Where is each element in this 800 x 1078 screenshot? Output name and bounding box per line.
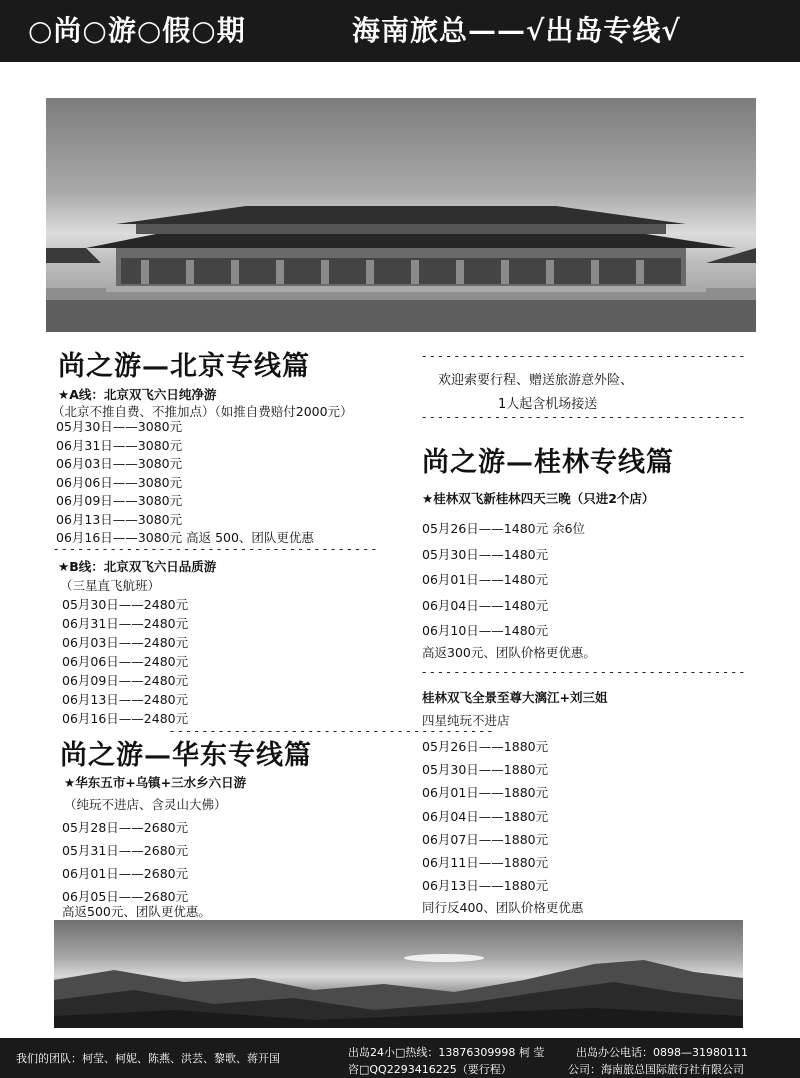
page-header — [0, 0, 800, 62]
palace-photo — [46, 98, 756, 332]
beijing-b-route: ★B线：北京双飞六日品质游 — [58, 559, 217, 574]
huadong-title: 尚之游—华东专线篇 — [60, 740, 312, 771]
divider: - - - - - - - - - - - - - - - - - - - - - - - - - - - - - - - - - - - - - - - - — [54, 542, 376, 556]
list-item: 05月30日——2480元 — [62, 597, 189, 612]
beijing-a-note: （北京不推自费、不推加点）（如推自费赔付2000元） — [52, 404, 353, 419]
guilin-route-1: ★桂林双飞新桂林四天三晚（只进2个店） — [422, 491, 655, 506]
list-item: 05月30日——1880元 — [422, 762, 549, 778]
intro-line-2: 1人起含机场接送 — [498, 397, 598, 412]
list-item: 06月03日——2480元 — [62, 635, 189, 650]
huadong-note: （纯玩不进店、含灵山大佛） — [64, 797, 227, 812]
list-item: 06月05日——2680元 — [62, 889, 189, 904]
list-item: 05月26日——1480元 余6位 — [422, 521, 586, 536]
guilin-dates-2 — [422, 735, 548, 897]
footer-team: 我们的团队：柯莹、柯妮、陈燕、洪芸、黎歌、蒋开国 — [16, 1052, 280, 1065]
list-item: 06月09日——3080元 — [56, 493, 183, 508]
list-item: 06月16日——3080元 高返 500、团队更优惠 — [56, 530, 314, 545]
guilin-dates-1 — [422, 516, 585, 644]
list-item: 06月31日——2480元 — [62, 616, 189, 631]
huadong-footer: 高返500元、团队更优惠。 — [62, 904, 211, 919]
palace-illustration — [46, 98, 756, 332]
list-item: 05月30日——3080元 — [56, 419, 183, 434]
list-item: 06月09日——2480元 — [62, 673, 189, 688]
footer-hotline: 出岛24小□热线：13876309998 柯 莹 — [348, 1046, 545, 1059]
guilin-footer-2: 同行反400、团队价格更优惠 — [422, 900, 584, 915]
list-item: 05月30日——1480元 — [422, 546, 549, 562]
header-slogan: 海南旅总——√出岛专线√ — [352, 14, 681, 47]
list-item: 06月07日——1880元 — [422, 831, 549, 847]
list-item: 06月01日——1480元 — [422, 572, 549, 587]
list-item: 06月16日——2480元 — [62, 711, 189, 726]
list-item: 06月03日——3080元 — [56, 456, 183, 471]
list-item: 06月13日——1880元 — [422, 878, 549, 894]
beijing-b-dates — [62, 595, 188, 728]
beijing-title: 尚之游—北京专线篇 — [58, 351, 310, 382]
list-item: 05月28日——2680元 — [62, 820, 189, 835]
guilin-note-2: 四星纯玩不进店 — [422, 713, 510, 728]
list-item: 06月04日——1880元 — [422, 808, 549, 824]
divider: - - - - - - - - - - - - - - - - - - - - - - - - - - - - - - - - - - - - - - - - — [422, 410, 744, 424]
list-item: 06月06日——3080元 — [56, 474, 183, 490]
list-item: 05月26日——1880元 — [422, 739, 549, 754]
huadong-route: ★华东五市+乌镇+三水乡六日游 — [64, 775, 247, 790]
footer-qq: 咨□QQ2293416225（要行程） — [348, 1063, 512, 1076]
list-item: 06月13日——3080元 — [56, 511, 183, 527]
beijing-b-note: （三星直飞航班） — [60, 578, 161, 593]
guilin-title: 尚之游—桂林专线篇 — [422, 447, 674, 478]
brand-title: ○尚○游○假○期 — [28, 14, 246, 47]
list-item: 06月01日——1880元 — [422, 785, 549, 801]
intro-line-1: 欢迎索要行程、赠送旅游意外险、 — [438, 373, 634, 388]
divider: - - - - - - - - - - - - - - - - - - - - - - - - - - - - - - - - - - - - - - - - — [170, 724, 492, 738]
page-footer — [0, 1038, 800, 1078]
list-item: 06月31日——3080元 — [56, 437, 183, 453]
divider: - - - - - - - - - - - - - - - - - - - - - - - - - - - - - - - - - - - - - - - - — [422, 349, 744, 363]
mountain-photo — [54, 920, 743, 1028]
footer-office-phone: 出岛办公电话：0898—31980111 — [576, 1046, 748, 1059]
list-item: 06月06日——2480元 — [62, 654, 189, 669]
beijing-a-route: ★A线：北京双飞六日纯净游 — [58, 387, 217, 402]
divider: - - - - - - - - - - - - - - - - - - - - - - - - - - - - - - - - - - - - - - - - — [422, 665, 744, 679]
list-item: 06月04日——1480元 — [422, 597, 549, 613]
beijing-a-dates — [56, 418, 314, 548]
guilin-footer-1: 高返300元、团队价格更优惠。 — [422, 645, 596, 660]
guilin-route-2: 桂林双飞全景至尊大漓江+刘三姐 — [422, 690, 608, 705]
list-item: 06月13日——2480元 — [62, 692, 189, 707]
mountain-illustration — [54, 920, 743, 1028]
footer-company: 公司：海南旅总国际旅行社有限公司 — [568, 1063, 744, 1076]
list-item: 06月10日——1480元 — [422, 623, 549, 638]
list-item: 05月31日——2680元 — [62, 843, 189, 858]
list-item: 06月01日——2680元 — [62, 866, 189, 881]
huadong-dates — [62, 816, 188, 908]
list-item: 06月11日——1880元 — [422, 855, 549, 871]
